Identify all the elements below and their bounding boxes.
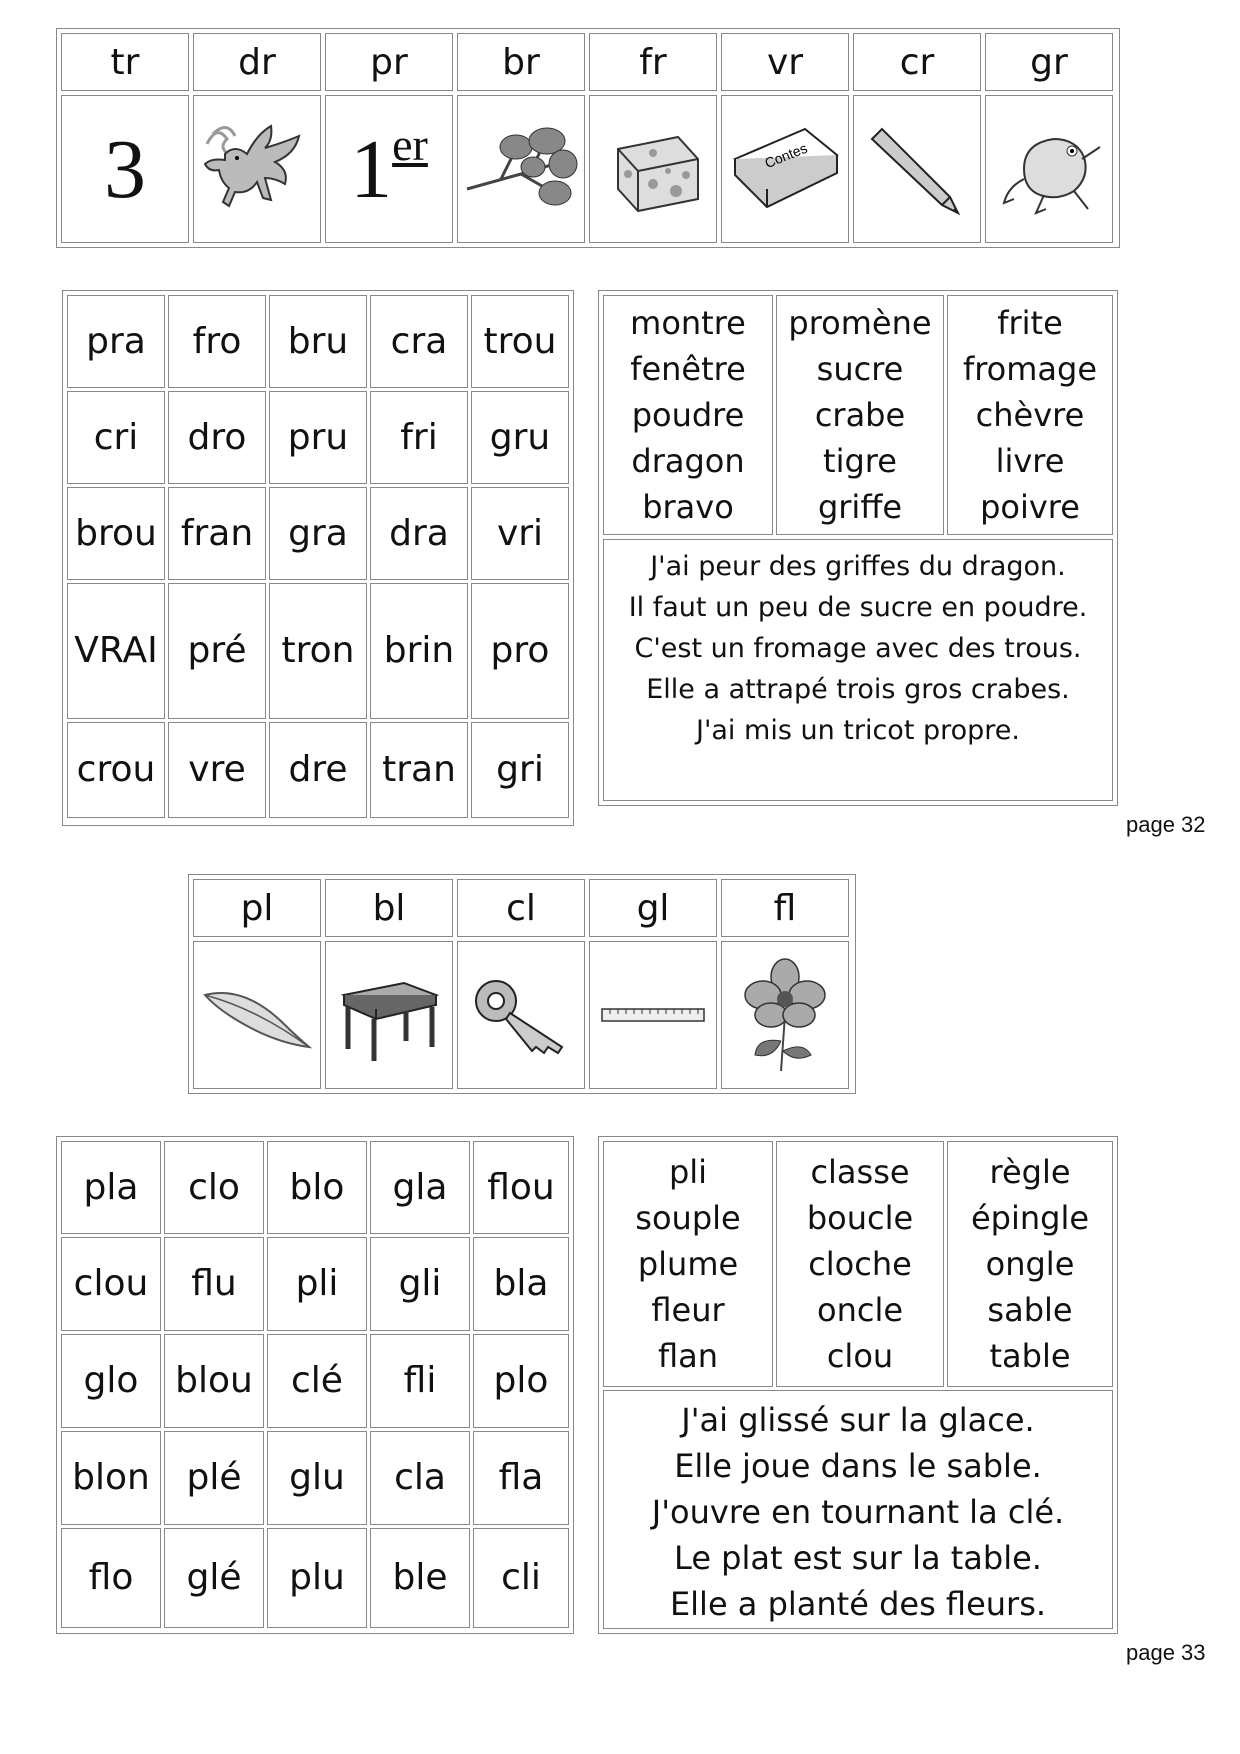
digraph-header: gl <box>589 879 717 937</box>
syllable-cell: glé <box>164 1528 264 1628</box>
word: bravo <box>642 488 734 526</box>
ordinal-first: 1er <box>350 118 428 216</box>
word-column <box>776 295 944 535</box>
word: tigre <box>823 442 897 480</box>
book-icon <box>725 119 845 219</box>
word-column <box>603 295 773 535</box>
word-column <box>776 1141 944 1387</box>
syllable-cell: blon <box>61 1431 161 1525</box>
word: poivre <box>980 488 1080 526</box>
word: chèvre <box>975 396 1085 434</box>
sentence: Elle joue dans le sable. <box>674 1447 1042 1485</box>
syllable-cell: pla <box>61 1141 161 1234</box>
word: oncle <box>816 1291 904 1329</box>
syllable-grid-33 <box>56 1136 574 1634</box>
word: sucre <box>816 350 904 388</box>
word: règle <box>989 1153 1071 1191</box>
syllable-cell: fro <box>168 295 266 388</box>
word: sable <box>987 1291 1073 1329</box>
picture-cell <box>457 95 585 243</box>
word: livre <box>995 442 1065 480</box>
syllable-cell: cli <box>473 1528 569 1628</box>
word: fenêtre <box>630 350 746 388</box>
syllable-cell: plé <box>164 1431 264 1525</box>
syllable-cell: flu <box>164 1237 264 1331</box>
syllable-cell: clé <box>267 1334 367 1428</box>
syllable-cell: fli <box>370 1334 470 1428</box>
word-column <box>947 295 1113 535</box>
table-icon <box>334 965 444 1065</box>
picture-cell <box>193 95 321 243</box>
syllable-cell: glo <box>61 1334 161 1428</box>
digraph-header: fl <box>721 879 849 937</box>
syllable-cell: gra <box>269 487 367 580</box>
digraph-header: bl <box>325 879 453 937</box>
syllable-cell: blou <box>164 1334 264 1428</box>
word: fromage <box>962 350 1098 388</box>
digraph-header: tr <box>61 33 189 91</box>
sentence: J'ai glissé sur la glace. <box>681 1401 1035 1439</box>
frog-icon <box>994 119 1104 219</box>
syllable-cell: flou <box>473 1141 569 1234</box>
page-number: page 33 <box>1126 1640 1206 1665</box>
syllable-cell: cra <box>370 295 468 388</box>
syllable-cell: gri <box>471 722 569 818</box>
syllable-cell: fla <box>473 1431 569 1525</box>
syllable-cell: plu <box>267 1528 367 1628</box>
sentence: Elle a planté des fleurs. <box>669 1585 1047 1623</box>
sentence: J'ai mis un tricot propre. <box>696 715 1020 746</box>
syllable-cell: plo <box>473 1334 569 1428</box>
word: fleur <box>651 1291 725 1329</box>
word: pli <box>668 1153 708 1191</box>
syllable-cell: cla <box>370 1431 470 1525</box>
book-title: Contes <box>762 139 810 172</box>
picture-cell <box>721 95 849 243</box>
word: dragon <box>631 442 745 480</box>
syllable-cell: flo <box>61 1528 161 1628</box>
picture-cell <box>325 95 453 243</box>
feather-icon <box>197 975 317 1055</box>
syllable-cell: vri <box>471 487 569 580</box>
word: cloche <box>808 1245 912 1283</box>
digraph-header: br <box>457 33 585 91</box>
syllable-cell: glu <box>267 1431 367 1525</box>
sentence: Il faut un peu de sucre en poudre. <box>628 592 1088 623</box>
syllable-cell: pra <box>67 295 165 388</box>
syllable-cell: clo <box>164 1141 264 1234</box>
digraph-header: pr <box>325 33 453 91</box>
syllable-cell: pré <box>168 583 266 719</box>
syllable-cell: tran <box>370 722 468 818</box>
syllable-cell: trou <box>471 295 569 388</box>
syllable-cell: bla <box>473 1237 569 1331</box>
syllable-cell: fran <box>168 487 266 580</box>
digraph-header: fr <box>589 33 717 91</box>
digraph-header: cr <box>853 33 981 91</box>
sentence: Elle a attrapé trois gros crabes. <box>646 674 1070 705</box>
sentence: Le plat est sur la table. <box>674 1539 1042 1577</box>
digraph-header: cl <box>457 879 585 937</box>
syllable-cell: dre <box>269 722 367 818</box>
sentence-block <box>603 539 1113 801</box>
page-number: page 32 <box>1126 812 1206 837</box>
digraph-header: vr <box>721 33 849 91</box>
syllable-cell: crou <box>67 722 165 818</box>
word: griffe <box>817 488 903 526</box>
syllable-cell: ble <box>370 1528 470 1628</box>
syllable-cell: brin <box>370 583 468 719</box>
syllable-cell: clou <box>61 1237 161 1331</box>
word: poudre <box>631 396 745 434</box>
syllable-cell: VRAI <box>67 583 165 719</box>
digraph-picture-table-33 <box>188 874 856 1094</box>
syllable-cell: pru <box>269 391 367 484</box>
word: boucle <box>806 1199 914 1237</box>
word: promène <box>788 304 932 342</box>
picture-cell <box>985 95 1113 243</box>
word: ongle <box>985 1245 1075 1283</box>
pencil-icon <box>862 119 972 219</box>
syllable-cell: gli <box>370 1237 470 1331</box>
syllable-cell: fri <box>370 391 468 484</box>
flower-icon <box>735 955 835 1075</box>
dragon-icon <box>197 114 317 224</box>
syllable-cell: dro <box>168 391 266 484</box>
word: souple <box>635 1199 741 1237</box>
picture-cell <box>589 941 717 1089</box>
syllable-cell: cri <box>67 391 165 484</box>
branch-icon <box>461 119 581 219</box>
number-three: 3 <box>104 122 146 216</box>
picture-cell <box>457 941 585 1089</box>
digraph-header: pl <box>193 879 321 937</box>
syllable-cell: tron <box>269 583 367 719</box>
word-column <box>947 1141 1113 1387</box>
syllable-cell: brou <box>67 487 165 580</box>
word: clou <box>826 1337 894 1375</box>
syllable-grid-32 <box>62 290 574 826</box>
picture-cell <box>325 941 453 1089</box>
word: flan <box>657 1337 719 1375</box>
syllable-cell: vre <box>168 722 266 818</box>
syllable-cell: bru <box>269 295 367 388</box>
ruler-icon <box>598 995 708 1035</box>
digraph-picture-table-32 <box>56 28 1120 248</box>
picture-cell <box>589 95 717 243</box>
word: classe <box>810 1153 910 1191</box>
sentence: C'est un fromage avec des trous. <box>634 633 1082 664</box>
syllable-cell: pro <box>471 583 569 719</box>
digraph-header: gr <box>985 33 1113 91</box>
syllable-cell: blo <box>267 1141 367 1234</box>
word: épingle <box>970 1199 1090 1237</box>
word: montre <box>630 304 746 342</box>
cheese-icon <box>598 119 708 219</box>
sentence: J'ai peur des griffes du dragon. <box>650 551 1066 582</box>
word-column <box>603 1141 773 1387</box>
word: plume <box>637 1245 739 1283</box>
word: frite <box>997 304 1063 342</box>
picture-cell <box>193 941 321 1089</box>
picture-cell <box>721 941 849 1089</box>
word: crabe <box>814 396 906 434</box>
digraph-header: dr <box>193 33 321 91</box>
sentence: J'ouvre en tournant la clé. <box>651 1493 1065 1531</box>
syllable-cell: dra <box>370 487 468 580</box>
picture-cell <box>61 95 189 243</box>
sentence-block <box>603 1390 1113 1629</box>
word-sentence-table-33 <box>598 1136 1118 1634</box>
syllable-cell: gla <box>370 1141 470 1234</box>
word: table <box>989 1337 1071 1375</box>
key-icon <box>466 965 576 1065</box>
word-sentence-table-32 <box>598 290 1118 806</box>
syllable-cell: pli <box>267 1237 367 1331</box>
picture-cell <box>853 95 981 243</box>
syllable-cell: gru <box>471 391 569 484</box>
